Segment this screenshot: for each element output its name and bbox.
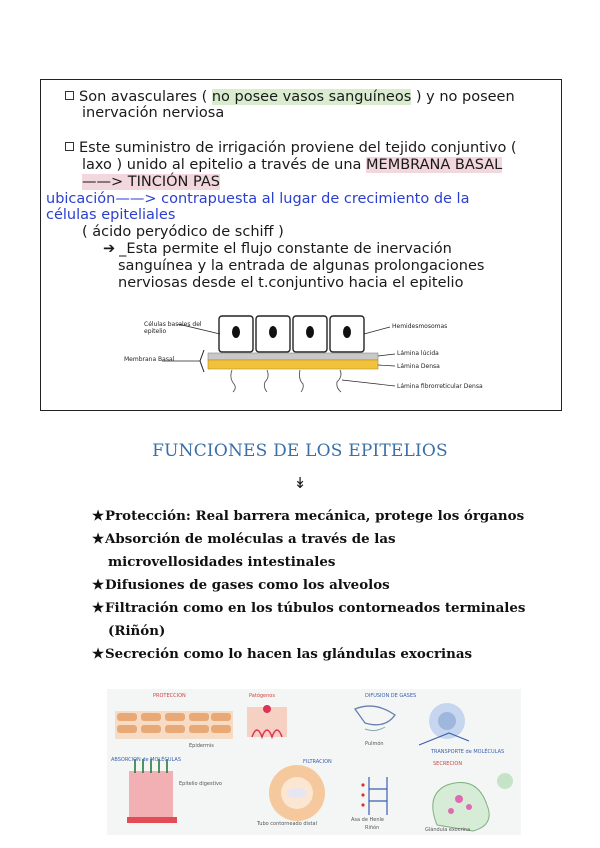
lamina-lucida bbox=[208, 353, 378, 360]
arrow-right-icon: ➔ bbox=[103, 241, 116, 257]
lamina-densa bbox=[208, 360, 378, 369]
highlight-membrana-basal: MEMBRANA BASAL bbox=[366, 157, 503, 173]
label-hemidesmosomas: Hemidesmosomas bbox=[392, 323, 448, 330]
collage-label-tubo: Tubo contorneado distal bbox=[257, 821, 317, 827]
star-icon: ★ bbox=[92, 577, 105, 593]
star-icon: ★ bbox=[92, 531, 105, 547]
list-item: ★Difusiones de gases como los alveolos bbox=[92, 577, 390, 593]
label-lamina-densa: Lámina Densa bbox=[397, 363, 440, 370]
protection-panel bbox=[115, 711, 233, 739]
highlight-vasos: no posee vasos sanguíneos bbox=[211, 89, 412, 105]
secretion-panel bbox=[433, 773, 513, 831]
ubicacion-line1: ubicación——> contrapuesta al lugar de crecimiento de la bbox=[46, 191, 470, 207]
arrow-note-line2: sanguínea y la entrada de algunas prolongaciones bbox=[118, 258, 485, 274]
basement-membrane-diagram bbox=[120, 310, 483, 402]
collage-label-rinon: Riñón bbox=[365, 825, 380, 831]
bullet-avasculares-cont: inervación nerviosa bbox=[82, 105, 225, 121]
tincion-pas-line: ——> TINCIÓN PAS bbox=[82, 174, 220, 190]
bullet-suministro-line2: laxo ) unido al epitelio a través de una MEMBRANA BASAL bbox=[82, 157, 503, 173]
list-item-continuation: (Riñón) bbox=[108, 623, 166, 639]
collage-label-filtracion: FILTRACION bbox=[303, 759, 332, 765]
label-membrana-basal: Membrana Basal bbox=[124, 356, 175, 363]
funciones-list bbox=[92, 505, 552, 666]
collage-label-asa: Asa de Henle bbox=[351, 817, 384, 823]
label-lamina-fibrorreticular: Lámina fibrorreticular Densa bbox=[397, 383, 483, 390]
list-item-continuation: microvellosidades intestinales bbox=[108, 554, 336, 570]
pathogen-panel bbox=[247, 705, 287, 737]
label-celulas-basales: Células basales del bbox=[144, 321, 202, 328]
collage-label-glandula: Glándula exocrina bbox=[425, 827, 471, 833]
collage-label-absorcion: ABSORCION de MOLÉCULAS bbox=[111, 757, 182, 763]
epithelium-functions-collage bbox=[107, 689, 521, 835]
collage-label-proteccion: PROTECCION bbox=[153, 693, 186, 699]
list-item: ★Filtración como en los túbulos contorneados terminales bbox=[92, 600, 526, 616]
collage-label-secrecion: SECRECION bbox=[433, 761, 463, 767]
ubicacion-line2: células epiteliales bbox=[46, 207, 176, 223]
bullet-avasculares: Son avasculares ( no posee vasos sanguíneos ) y no poseen bbox=[65, 89, 515, 105]
filtration-panel bbox=[269, 765, 387, 821]
arrow-note-line1: ➔ _Esta permite el flujo constante de inervación bbox=[103, 241, 452, 257]
star-icon: ★ bbox=[92, 646, 105, 662]
gas-diffusion-panel bbox=[355, 703, 469, 745]
checkbox-icon bbox=[65, 91, 74, 100]
collage-label-difusion: DIFUSION DE GASES bbox=[365, 693, 417, 699]
collage-label-transporte: TRANSPORTE de MOLÉCULAS bbox=[431, 749, 505, 755]
bullet-suministro: Este suministro de irrigación proviene del tejido conjuntivo ( bbox=[65, 140, 517, 156]
absorption-panel bbox=[127, 759, 177, 823]
star-icon: ★ bbox=[92, 508, 105, 524]
down-arrow-icon: ↡ bbox=[293, 474, 307, 492]
section-title-funciones: FUNCIONES DE LOS EPITELIOS bbox=[152, 441, 448, 461]
list-item: ★Secreción como lo hacen las glándulas exocrinas bbox=[92, 646, 473, 662]
label-celulas-basales-2: epitelio bbox=[144, 328, 167, 335]
list-item: ★Protección: Real barrera mecánica, protege los órganos bbox=[92, 508, 525, 524]
label-lamina-lucida: Lámina lúcida bbox=[397, 350, 439, 357]
reticular-fibers bbox=[231, 370, 341, 392]
collage-label-pulmon: Pulmón bbox=[365, 741, 384, 747]
star-icon: ★ bbox=[92, 600, 105, 616]
collage-label-patogenos: Patógenos bbox=[249, 693, 275, 699]
list-item: ★Absorción de moléculas a través de las bbox=[92, 531, 396, 547]
epithelial-cells bbox=[219, 316, 364, 352]
collage-label-epitelio-digestivo: Epitelio digestivo bbox=[179, 781, 222, 787]
membrana-bracket bbox=[200, 350, 204, 372]
checkbox-icon bbox=[65, 142, 74, 151]
acido-periodico: ( ácido peryódico de schiff ) bbox=[82, 224, 284, 240]
arrow-note-line3: nerviosas desde el t.conjuntivo hacia el epitelio bbox=[118, 275, 464, 291]
collage-label-epidermis: Epidermis bbox=[189, 743, 214, 749]
